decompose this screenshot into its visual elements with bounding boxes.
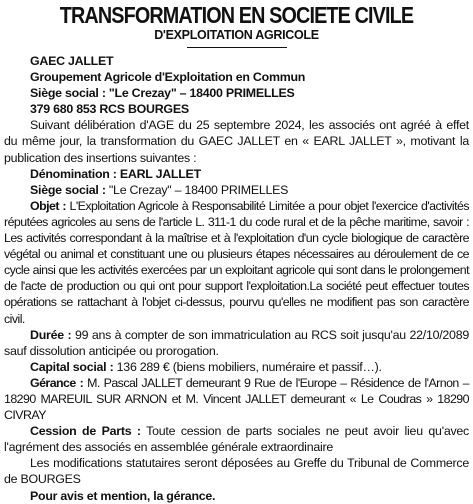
capital-label: Capital social : xyxy=(30,359,114,374)
objet-label: Objet : xyxy=(30,198,66,213)
gerance-paragraph xyxy=(4,375,469,423)
siege-label: Siège social : xyxy=(30,182,106,197)
company-form: Groupement Agricole d'Exploitation en Commun xyxy=(30,70,306,85)
head-office-value: "Le Crezay" – 18400 PRIMELLES xyxy=(108,86,295,101)
head-office-label: Siège social : xyxy=(30,86,106,101)
rcs-number: 379 680 853 RCS BOURGES xyxy=(30,102,189,117)
capital-paragraph xyxy=(4,359,469,375)
siege-value: "Le Crezay" – 18400 PRIMELLES xyxy=(108,182,289,197)
head-office xyxy=(4,85,469,101)
company-name: GAEC JALLET xyxy=(30,54,114,68)
gerance-label: Gérance : xyxy=(30,375,84,390)
modifications-paragraph: Les modifications statutaires seront déposées au Greffe du Tribunal de Commerce de BOURGES xyxy=(4,456,469,487)
denomination xyxy=(4,166,469,182)
notice-title: TRANSFORMATION EN SOCIETE CIVILE xyxy=(59,2,414,28)
duree-text: 99 ans à compter de son immatriculation au RCS soit jusqu'au 22/10/2089 sauf dissolution anticipée ou prorogation. xyxy=(4,327,469,358)
gerance-text: M. Pascal JALLET demeurant 9 Rue de l'Europe – Résidence de l'Arnon – 18290 MAREUIL SUR ARNON et M. Vincent JALLET demeurant « Le Coudras » 18290 CIVRAY xyxy=(4,375,469,423)
capital-text: 136 289 € (biens mobiliers, numéraire et passif…). xyxy=(116,359,382,374)
denomination-label: Dénomination : xyxy=(30,166,117,181)
cession-text: Toute cession de parts sociales ne peut avoir lieu qu'avec l'agrément des associés en assemblée générale extraordinaire xyxy=(4,424,469,455)
notice-subtitle: D'EXPLOITATION AGRICOLE xyxy=(154,28,319,42)
title-divider xyxy=(187,47,287,48)
duree-label: Durée : xyxy=(30,327,72,342)
siege-social xyxy=(4,182,469,198)
intro-paragraph: Suivant délibération d'AGE du 25 septembre 2024, les associés ont agréé à effet du même jour, la transformation du GAEC JALLET en « EARL JALLET », motivant la publication des insertions suivantes : xyxy=(4,118,469,165)
duree-paragraph xyxy=(4,327,469,359)
closing-line: Pour avis et mention, la gérance. xyxy=(30,488,216,503)
objet-paragraph xyxy=(4,198,469,327)
denomination-value: EARL JALLET xyxy=(119,166,201,181)
cession-label: Cession de Parts : xyxy=(30,424,141,439)
objet-text: L'Exploitation Agricole à Responsabilité Limitée a pour objet l'exercice d'activités réputées agricoles au sens de l'article L. 311-1 du code rural et de la pêche maritime, savoir : Les activités correspondant à la maîtrise et à l'exploitation d'un cycle biologique de caractère végétal ou animal et constituant une ou plusieurs étapes nécessaires au déroulement de ce cycle ainsi que les activités exercées par un exploitant agricole qui sont dans le prolongement de l'acte de production ou qui ont pour support l'exploitation.La société peut effectuer toutes opérations se rattachant à l'objet ci-dessus, pourvu qu'elles ne modifient pas son caractère civil. xyxy=(4,198,469,326)
cession-paragraph xyxy=(4,423,469,455)
